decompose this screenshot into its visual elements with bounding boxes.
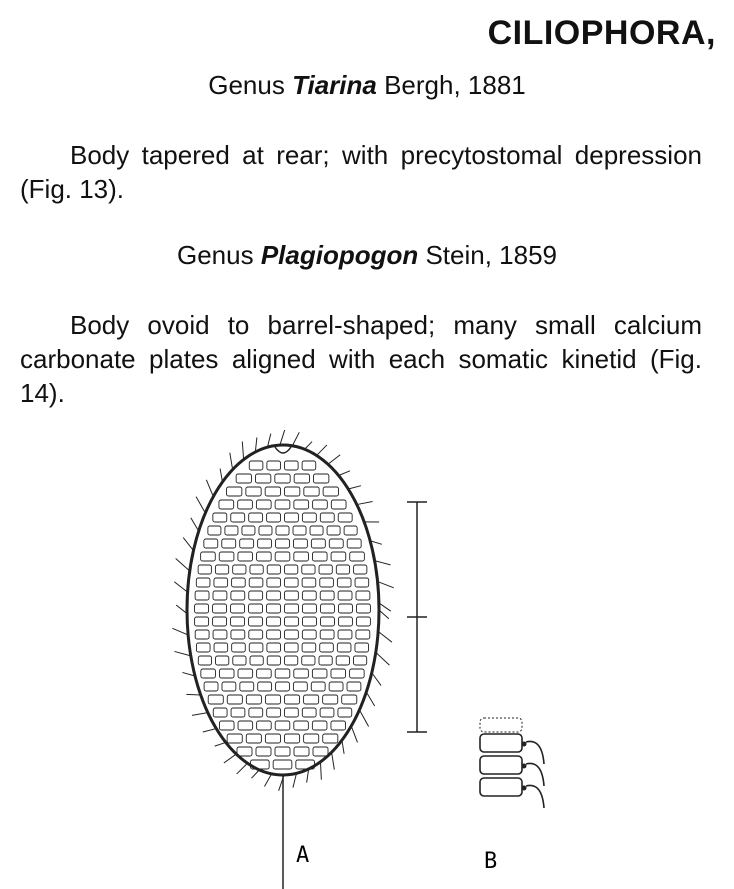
cilium xyxy=(237,763,248,774)
plate xyxy=(249,461,263,470)
plate xyxy=(196,643,210,652)
plate xyxy=(294,500,309,509)
cilium xyxy=(251,770,259,778)
plate xyxy=(356,591,370,600)
cell-outline xyxy=(187,445,379,775)
cilium xyxy=(176,559,190,572)
plate xyxy=(267,578,281,587)
plate xyxy=(204,682,218,691)
plate xyxy=(267,461,281,470)
plate xyxy=(293,526,306,535)
plate xyxy=(250,656,263,665)
cilium xyxy=(220,469,222,482)
plate xyxy=(249,578,263,587)
plate xyxy=(233,565,246,574)
plate xyxy=(319,656,332,665)
plate xyxy=(275,669,290,678)
plate xyxy=(354,565,367,574)
plate xyxy=(213,617,227,626)
plate xyxy=(215,565,228,574)
cilium xyxy=(320,762,321,780)
plate xyxy=(258,539,272,548)
cilium xyxy=(206,480,213,497)
cilium xyxy=(376,652,390,665)
plate xyxy=(347,539,361,548)
plate xyxy=(267,617,281,626)
plate xyxy=(275,747,290,756)
plate xyxy=(336,565,349,574)
panel-label-b: B xyxy=(484,849,498,874)
plate xyxy=(320,591,334,600)
genus-name: Plagiopogon xyxy=(260,240,419,270)
plate xyxy=(231,630,245,639)
plate xyxy=(214,578,228,587)
plate xyxy=(267,708,281,717)
plate xyxy=(232,643,246,652)
plate xyxy=(195,617,209,626)
cilium xyxy=(372,673,381,686)
plate xyxy=(275,474,290,483)
plate xyxy=(285,708,299,717)
genus-prefix: Genus xyxy=(176,240,254,270)
genus-heading-plagiopogon xyxy=(0,240,734,271)
plate xyxy=(302,591,316,600)
plate xyxy=(285,513,299,522)
plate xyxy=(249,617,263,626)
plate xyxy=(327,526,340,535)
plate xyxy=(285,630,299,639)
plate xyxy=(216,656,229,665)
detail-cilium xyxy=(526,741,544,764)
plate xyxy=(338,617,352,626)
plate xyxy=(285,643,299,652)
plate xyxy=(313,500,328,509)
plate xyxy=(302,513,316,522)
plate xyxy=(246,695,261,704)
plate xyxy=(302,565,315,574)
cilium xyxy=(224,754,236,763)
plate xyxy=(353,656,366,665)
plate xyxy=(219,669,234,678)
plate xyxy=(267,513,281,522)
plate xyxy=(294,747,309,756)
plate xyxy=(213,513,227,522)
plate xyxy=(338,604,352,613)
plate xyxy=(267,565,280,574)
plate xyxy=(312,721,327,730)
cilium xyxy=(174,582,187,592)
plate xyxy=(331,669,346,678)
plate xyxy=(285,734,300,743)
detail-plate xyxy=(480,778,522,796)
detail-plate xyxy=(480,734,522,752)
panel-label-a: A xyxy=(296,843,310,868)
plate xyxy=(196,578,210,587)
plate xyxy=(338,630,352,639)
plate xyxy=(236,474,251,483)
plate xyxy=(294,721,309,730)
cilium xyxy=(379,603,391,611)
plate xyxy=(323,695,338,704)
detail-plate xyxy=(480,756,522,774)
plate xyxy=(320,630,334,639)
plate xyxy=(312,669,327,678)
plate xyxy=(276,682,290,691)
plate xyxy=(294,552,309,561)
plate xyxy=(231,591,245,600)
plate xyxy=(219,721,234,730)
cilium xyxy=(186,694,200,695)
plate xyxy=(219,552,234,561)
plate xyxy=(267,630,281,639)
cilium xyxy=(176,605,187,614)
plate xyxy=(246,487,261,496)
plate xyxy=(249,643,263,652)
plate xyxy=(329,682,343,691)
plate xyxy=(356,604,370,613)
plate xyxy=(356,617,370,626)
plate xyxy=(302,461,316,470)
plate xyxy=(213,708,227,717)
cilium xyxy=(366,692,374,706)
plate xyxy=(285,565,298,574)
plate xyxy=(208,526,221,535)
plate xyxy=(320,513,334,522)
plate xyxy=(257,721,272,730)
cilium xyxy=(242,442,243,460)
plate xyxy=(231,708,245,717)
cilium xyxy=(339,471,350,476)
plate xyxy=(338,513,352,522)
genus-name: Tiarina xyxy=(292,70,377,100)
plate xyxy=(238,721,253,730)
plate xyxy=(294,474,309,483)
plate xyxy=(256,747,271,756)
cilium xyxy=(172,628,188,635)
plate xyxy=(222,682,236,691)
plate xyxy=(311,682,325,691)
plate xyxy=(225,526,238,535)
plate xyxy=(304,695,319,704)
plate xyxy=(320,604,334,613)
plate xyxy=(267,656,280,665)
cilium xyxy=(378,582,394,588)
plate xyxy=(285,604,299,613)
cilium xyxy=(280,430,285,445)
plate xyxy=(336,656,349,665)
page-header-title: CILIOPHORA, xyxy=(487,14,716,52)
plate xyxy=(227,487,242,496)
plate xyxy=(257,552,272,561)
plate xyxy=(338,708,352,717)
plate xyxy=(214,643,228,652)
plate xyxy=(256,500,271,509)
plate xyxy=(265,695,280,704)
plate xyxy=(267,591,281,600)
plate xyxy=(208,695,223,704)
cilium xyxy=(342,740,344,754)
plate xyxy=(355,578,369,587)
cilium xyxy=(375,561,391,565)
plate xyxy=(222,539,236,548)
plate xyxy=(312,552,327,561)
plate xyxy=(265,734,280,743)
plate xyxy=(227,734,242,743)
cilium xyxy=(305,442,312,450)
plate xyxy=(320,708,334,717)
plate xyxy=(285,591,299,600)
plate xyxy=(255,474,270,483)
plate xyxy=(275,552,290,561)
detail-plate-outline xyxy=(480,718,522,732)
plate xyxy=(319,565,332,574)
plate xyxy=(285,487,300,496)
plate xyxy=(213,604,227,613)
genus-authority: Stein, 1859 xyxy=(425,240,558,270)
plate xyxy=(213,630,227,639)
plate xyxy=(240,539,254,548)
cilium xyxy=(191,518,199,531)
plate xyxy=(331,552,346,561)
cell-body-illustration xyxy=(187,445,379,889)
plate xyxy=(275,500,290,509)
cilium xyxy=(317,445,327,456)
cilium xyxy=(351,726,357,742)
plate xyxy=(304,734,319,743)
plate xyxy=(195,630,209,639)
genus-prefix: Genus xyxy=(208,70,285,100)
plate xyxy=(355,643,369,652)
plate xyxy=(313,747,328,756)
cilium xyxy=(292,432,299,445)
tiarina-description xyxy=(20,138,702,206)
plate xyxy=(344,526,357,535)
plate xyxy=(337,643,351,652)
plate xyxy=(320,643,334,652)
detail-kinetosome xyxy=(522,764,527,769)
plate xyxy=(267,643,281,652)
description-text: Body tapered at rear; with precytostomal depression (Fig. 13). xyxy=(20,140,702,204)
kinetid-detail-illustration xyxy=(480,718,544,808)
cilium xyxy=(192,713,208,716)
plate xyxy=(302,578,316,587)
cilium xyxy=(174,651,190,655)
plate xyxy=(302,604,316,613)
plate xyxy=(195,591,209,600)
cilium xyxy=(348,486,361,489)
plate xyxy=(250,565,263,574)
plate xyxy=(285,617,299,626)
detail-kinetosome xyxy=(522,742,527,747)
apical-notch xyxy=(275,447,291,453)
plate xyxy=(249,513,263,522)
plate xyxy=(198,565,211,574)
plate xyxy=(242,526,255,535)
plate xyxy=(204,539,218,548)
plate xyxy=(350,669,365,678)
plate xyxy=(276,526,289,535)
plate xyxy=(285,578,299,587)
plate xyxy=(198,656,211,665)
plate xyxy=(249,630,263,639)
plagiopogon-figure xyxy=(150,430,570,889)
cilium xyxy=(215,742,226,746)
plate xyxy=(329,539,343,548)
plate xyxy=(342,695,357,704)
plate xyxy=(237,747,252,756)
plate xyxy=(338,591,352,600)
description-text: Body ovoid to barrel-shaped; many small calcium carbonate plates aligned with each somatic kinetid (Fig. 14). xyxy=(20,310,702,408)
plate xyxy=(246,734,261,743)
plate xyxy=(258,682,272,691)
plate xyxy=(201,669,216,678)
plate xyxy=(302,643,316,652)
plate xyxy=(293,539,307,548)
somatic-cilia xyxy=(172,430,393,791)
cilium xyxy=(332,752,335,769)
plate xyxy=(320,578,334,587)
cilium xyxy=(196,497,205,513)
plate xyxy=(337,578,351,587)
cilium xyxy=(230,453,233,470)
plate xyxy=(302,656,315,665)
plate xyxy=(310,526,323,535)
plate xyxy=(302,630,316,639)
plate xyxy=(238,552,253,561)
plagiopogon-description xyxy=(20,308,702,410)
plate xyxy=(302,708,316,717)
plate xyxy=(238,500,253,509)
cilium xyxy=(183,538,193,551)
plate xyxy=(350,552,365,561)
plate xyxy=(267,604,281,613)
plate xyxy=(231,617,245,626)
carbonate-plates xyxy=(195,461,371,769)
plate xyxy=(240,682,254,691)
plate xyxy=(356,630,370,639)
plate xyxy=(201,552,216,561)
plate xyxy=(227,695,242,704)
plate xyxy=(304,487,319,496)
genus-heading-tiarina xyxy=(0,70,734,101)
plate xyxy=(259,526,272,535)
plate xyxy=(219,500,234,509)
plate xyxy=(331,721,346,730)
plate xyxy=(195,604,209,613)
plate xyxy=(249,591,263,600)
cilium xyxy=(359,710,368,727)
plate xyxy=(276,539,290,548)
detail-cilium xyxy=(526,785,544,808)
cilium xyxy=(357,501,373,504)
plate xyxy=(275,721,290,730)
plate xyxy=(285,461,299,470)
plate xyxy=(302,617,316,626)
plate xyxy=(311,539,325,548)
plate xyxy=(231,604,245,613)
plate xyxy=(323,734,338,743)
cilium xyxy=(378,631,392,642)
plate xyxy=(294,669,309,678)
plate xyxy=(238,669,253,678)
plate xyxy=(320,617,334,626)
cilium xyxy=(328,455,340,465)
plate xyxy=(249,604,263,613)
plate xyxy=(347,682,361,691)
plate xyxy=(249,708,263,717)
plate xyxy=(285,695,300,704)
detail-kinetosome xyxy=(522,786,527,791)
plate xyxy=(232,578,246,587)
plate xyxy=(213,591,227,600)
genus-authority: Bergh, 1881 xyxy=(384,70,526,100)
plate xyxy=(331,500,346,509)
detail-cilium xyxy=(526,763,544,786)
plate xyxy=(233,656,246,665)
plate xyxy=(314,474,329,483)
plate xyxy=(285,656,298,665)
cilium xyxy=(379,610,389,619)
cilium xyxy=(203,729,216,732)
plate xyxy=(323,487,338,496)
plate xyxy=(273,760,292,769)
plate xyxy=(293,682,307,691)
scale-bar xyxy=(407,502,427,732)
cilium xyxy=(264,774,271,787)
plate xyxy=(231,513,245,522)
plate xyxy=(257,669,272,678)
plate xyxy=(265,487,280,496)
